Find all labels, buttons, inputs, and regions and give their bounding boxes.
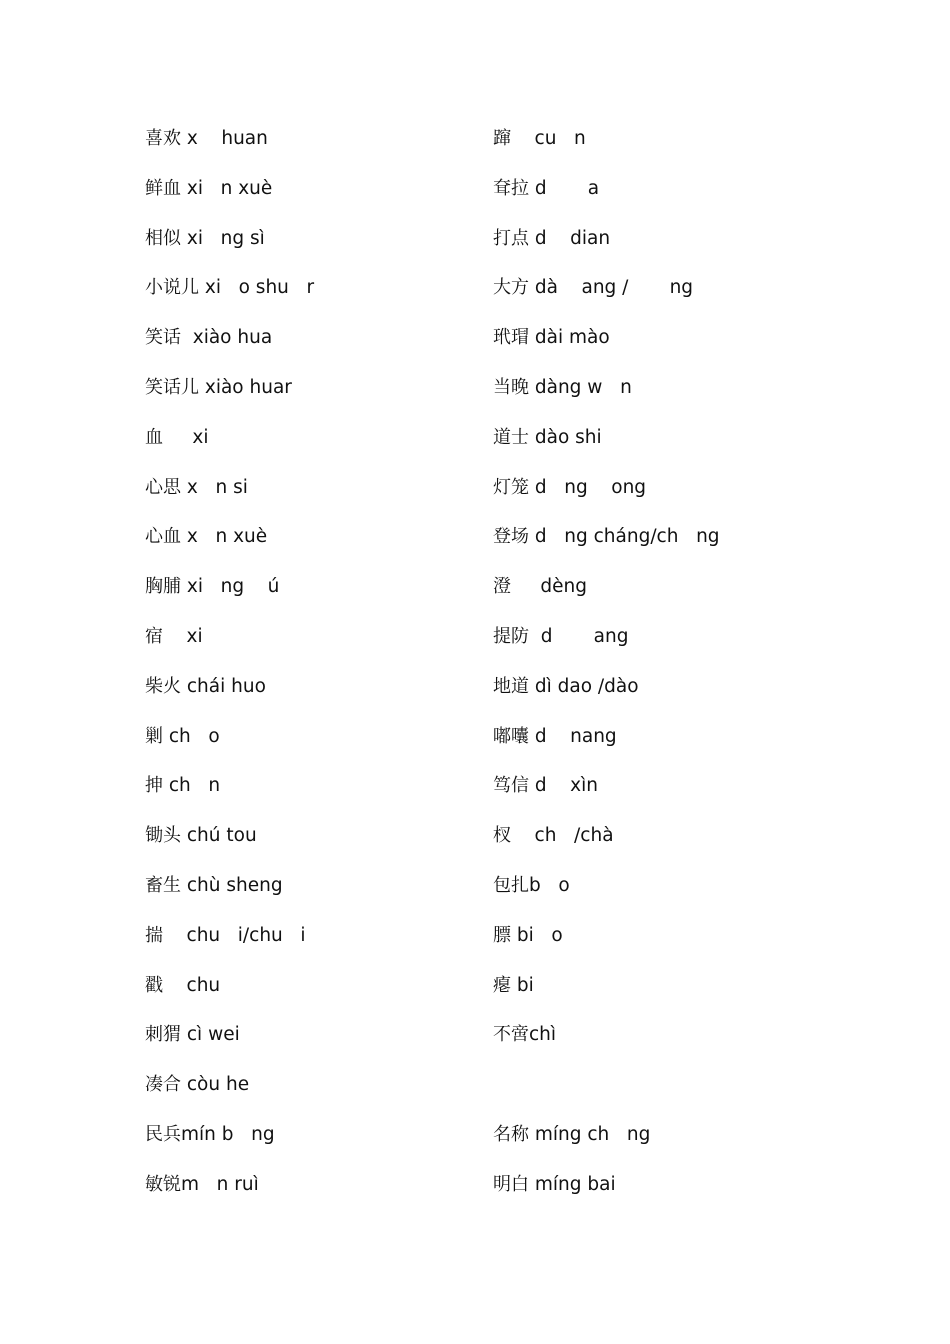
vocab-word: 膘 bbox=[493, 924, 511, 946]
vocab-entry bbox=[145, 622, 475, 672]
vocab-entry bbox=[493, 622, 823, 672]
vocab-word: 笃信 bbox=[493, 775, 529, 797]
vocab-word: 鲜血 bbox=[145, 177, 181, 199]
vocab-word: 笑话儿 bbox=[145, 376, 199, 398]
vocab-entry bbox=[493, 1020, 823, 1070]
vocab-pinyin: cì wei bbox=[181, 1024, 240, 1046]
vocab-pinyin: còu he bbox=[181, 1074, 250, 1096]
vocab-pinyin: ch /chà bbox=[511, 825, 614, 847]
vocab-pinyin: chu i/chu i bbox=[163, 924, 306, 946]
vocab-word: 畜生 bbox=[145, 874, 181, 896]
vocab-pinyin: d nang bbox=[529, 725, 617, 747]
vocab-word: 心思 bbox=[145, 476, 181, 498]
vocab-entry bbox=[145, 224, 475, 274]
vocab-word: 明白 bbox=[493, 1173, 529, 1195]
vocab-word: 戳 bbox=[145, 974, 163, 996]
vocab-word: 凑合 bbox=[145, 1074, 181, 1096]
vocab-entry bbox=[145, 971, 475, 1021]
vocab-pinyin: ch o bbox=[163, 725, 220, 747]
vocab-word: 柴火 bbox=[145, 675, 181, 697]
vocab-word: 民兵 bbox=[145, 1123, 181, 1145]
vocab-entry bbox=[493, 771, 823, 821]
vocab-entry bbox=[493, 871, 823, 921]
vocab-word: 笑话 bbox=[145, 327, 181, 349]
vocab-entry bbox=[493, 373, 823, 423]
vocab-pinyin: xi bbox=[163, 625, 203, 647]
vocab-entry bbox=[493, 423, 823, 473]
vocab-pinyin: mín b ng bbox=[181, 1123, 275, 1145]
vocab-pinyin: d ang bbox=[529, 625, 629, 647]
vocab-entry bbox=[493, 522, 823, 572]
vocab-word: 不啻 bbox=[493, 1024, 529, 1046]
vocab-entry bbox=[145, 373, 475, 423]
vocab-word: 瘪 bbox=[493, 974, 511, 996]
vocab-entry bbox=[145, 921, 475, 971]
vocab-entry bbox=[145, 871, 475, 921]
vocab-pinyin: dì dao /dào bbox=[529, 675, 639, 697]
vocab-entry bbox=[145, 821, 475, 871]
vocab-word: 胸脯 bbox=[145, 576, 181, 598]
vocab-word: 耷拉 bbox=[493, 177, 529, 199]
vocab-entry bbox=[145, 423, 475, 473]
vocab-pinyin: dà ang / ng bbox=[529, 277, 694, 299]
vocab-word: 揣 bbox=[145, 924, 163, 946]
vocab-word: 剿 bbox=[145, 725, 163, 747]
vocab-entry bbox=[493, 971, 823, 1021]
vocab-entry bbox=[493, 821, 823, 871]
vocab-pinyin: b o bbox=[529, 874, 570, 896]
vocab-pinyin: xi o shu r bbox=[199, 277, 315, 299]
vocab-pinyin: d dian bbox=[529, 227, 611, 249]
vocab-word: 打点 bbox=[493, 227, 529, 249]
vocab-word: 当晚 bbox=[493, 376, 529, 398]
right-column bbox=[493, 124, 823, 1220]
vocab-entry bbox=[145, 124, 475, 174]
vocab-pinyin: chái huo bbox=[181, 675, 266, 697]
vocab-word: 澄 bbox=[493, 576, 511, 598]
vocab-entry bbox=[145, 1070, 475, 1120]
vocab-pinyin: x huan bbox=[181, 128, 268, 149]
vocab-entry bbox=[145, 771, 475, 821]
vocab-entry bbox=[493, 1120, 823, 1170]
vocab-word: 抻 bbox=[145, 775, 163, 797]
vocab-pinyin: x n si bbox=[181, 476, 248, 498]
vocab-pinyin: chù sheng bbox=[181, 874, 283, 896]
vocab-pinyin: míng bai bbox=[529, 1173, 616, 1195]
vocab-entry bbox=[145, 273, 475, 323]
vocab-pinyin: chú tou bbox=[181, 825, 257, 847]
vocab-pinyin: dèng bbox=[511, 576, 587, 598]
vocab-word: 心血 bbox=[145, 526, 181, 548]
vocab-entry bbox=[493, 1070, 823, 1120]
vocab-entry bbox=[145, 1120, 475, 1170]
vocab-pinyin: xi ng sì bbox=[181, 227, 265, 249]
vocab-entry bbox=[145, 572, 475, 622]
vocab-entry bbox=[493, 572, 823, 622]
vocab-word: 血 bbox=[145, 426, 163, 448]
vocab-word: 杈 bbox=[493, 825, 511, 847]
vocab-word: 灯笼 bbox=[493, 476, 529, 498]
vocab-pinyin: dào shi bbox=[529, 426, 602, 448]
vocab-word: 登场 bbox=[493, 526, 529, 548]
vocab-word: 敏锐 bbox=[145, 1173, 181, 1195]
vocab-word: 刺猬 bbox=[145, 1024, 181, 1046]
vocab-pinyin: chu bbox=[163, 974, 221, 996]
vocab-entry bbox=[145, 323, 475, 373]
vocab-word: 道士 bbox=[493, 426, 529, 448]
vocab-entry bbox=[145, 473, 475, 523]
vocab-entry bbox=[493, 473, 823, 523]
vocab-pinyin: bi bbox=[511, 974, 534, 996]
vocab-entry bbox=[145, 672, 475, 722]
vocab-entry bbox=[145, 1020, 475, 1070]
vocab-entry bbox=[145, 1170, 475, 1220]
vocab-entry bbox=[493, 722, 823, 772]
vocab-pinyin: xi ng ú bbox=[181, 576, 280, 598]
vocab-pinyin: d ng cháng/ch ng bbox=[529, 526, 720, 548]
vocab-pinyin: dài mào bbox=[529, 327, 610, 349]
vocab-word: 小说儿 bbox=[145, 277, 199, 299]
vocab-entry bbox=[493, 273, 823, 323]
vocab-word: 玳瑁 bbox=[493, 327, 529, 349]
vocab-pinyin: bi o bbox=[511, 924, 563, 946]
vocab-pinyin: cu n bbox=[511, 128, 586, 149]
vocab-word: 地道 bbox=[493, 675, 529, 697]
vocab-word: 宿 bbox=[145, 625, 163, 647]
vocab-entry bbox=[493, 174, 823, 224]
vocab-entry bbox=[145, 522, 475, 572]
vocab-entry bbox=[493, 1170, 823, 1220]
left-column bbox=[145, 124, 475, 1220]
vocab-pinyin: dàng w n bbox=[529, 376, 632, 398]
vocab-pinyin: d ng ong bbox=[529, 476, 647, 498]
vocab-word: 相似 bbox=[145, 227, 181, 249]
vocab-pinyin: xi n xuè bbox=[181, 177, 273, 199]
vocab-pinyin: xi bbox=[163, 426, 209, 448]
vocab-pinyin: xiào huar bbox=[199, 376, 292, 398]
vocab-word: 大方 bbox=[493, 277, 529, 299]
vocab-entry bbox=[493, 323, 823, 373]
vocab-pinyin: d xìn bbox=[529, 775, 598, 797]
vocab-pinyin: chì bbox=[529, 1024, 557, 1046]
vocab-word: 锄头 bbox=[145, 825, 181, 847]
vocab-word: 蹿 bbox=[493, 128, 511, 149]
vocab-word: 喜欢 bbox=[145, 128, 181, 149]
vocab-entry bbox=[493, 124, 823, 174]
vocab-pinyin: d a bbox=[529, 177, 600, 199]
vocab-entry bbox=[145, 174, 475, 224]
vocab-entry bbox=[493, 921, 823, 971]
vocab-word: 嘟囔 bbox=[493, 725, 529, 747]
vocab-word: 包扎 bbox=[493, 874, 529, 896]
vocab-entry bbox=[145, 722, 475, 772]
vocab-word: 提防 bbox=[493, 625, 529, 647]
vocab-pinyin: xiào hua bbox=[181, 327, 273, 349]
vocab-entry bbox=[493, 224, 823, 274]
vocab-pinyin: m n ruì bbox=[181, 1173, 259, 1195]
vocab-entry bbox=[493, 672, 823, 722]
vocab-pinyin: míng ch ng bbox=[529, 1123, 651, 1145]
vocab-pinyin: x n xuè bbox=[181, 526, 268, 548]
vocab-word: 名称 bbox=[493, 1123, 529, 1145]
vocab-pinyin: ch n bbox=[163, 775, 221, 797]
